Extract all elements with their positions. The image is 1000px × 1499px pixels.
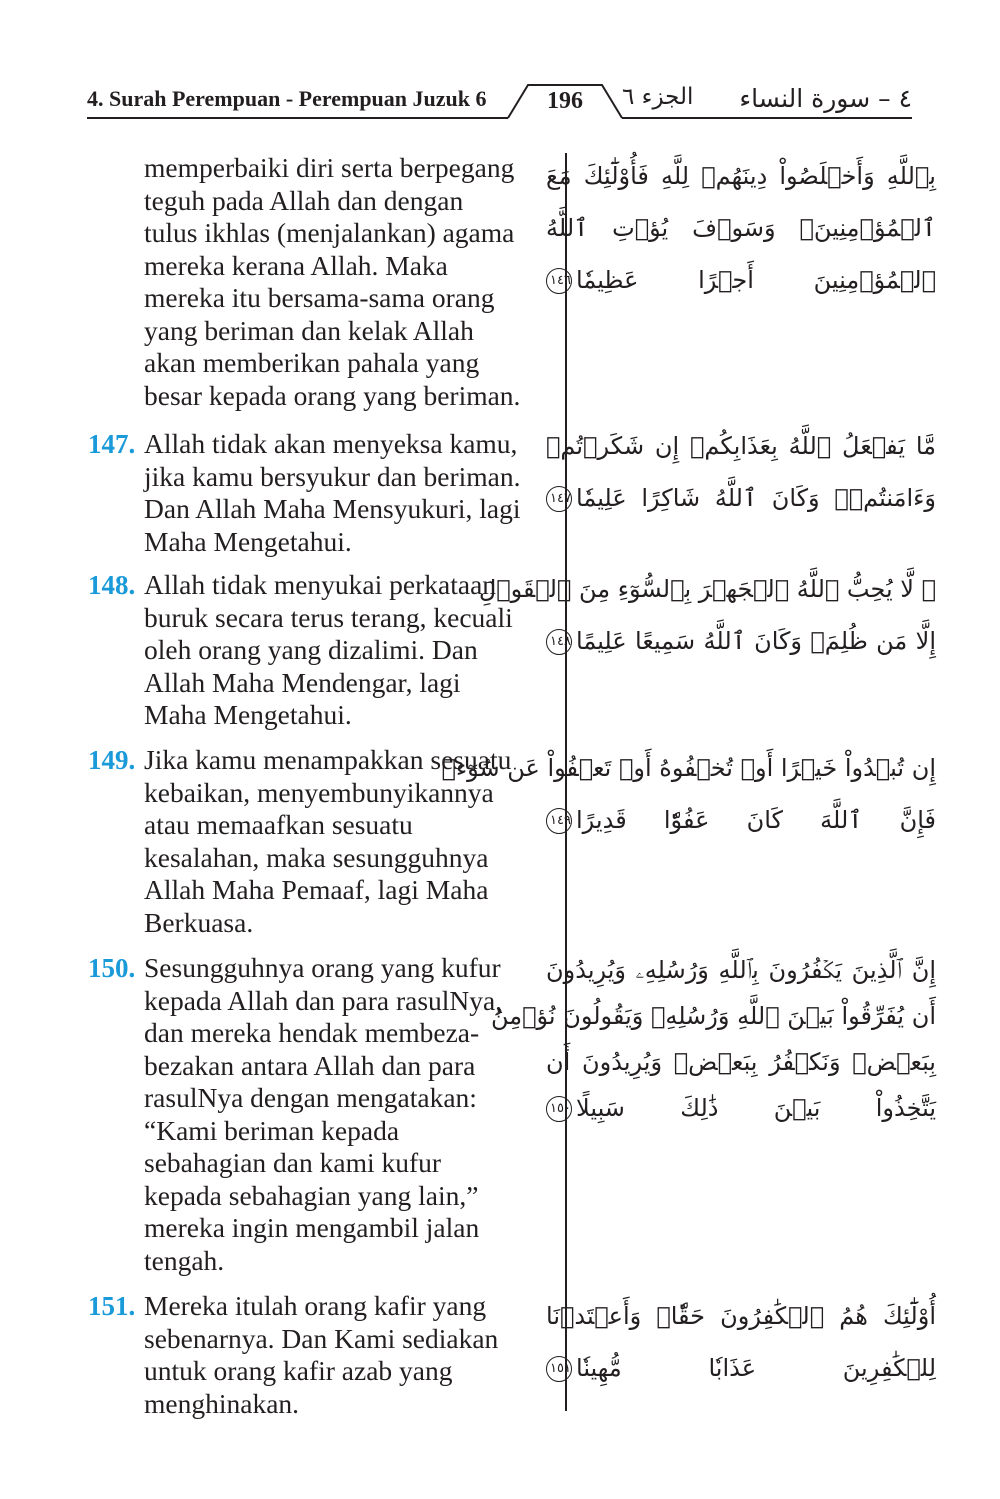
arabic-block-147 [546, 420, 936, 524]
translation-line: besar kepada orang yang beriman. [144, 379, 521, 411]
translation-block-150 [88, 952, 558, 1277]
translation-block-146 [88, 152, 558, 412]
translation-line: tengah. [144, 1244, 225, 1276]
translation-line: menghinakan. [144, 1387, 300, 1419]
translation-line: Allah Maha Pemaaf, lagi Maha [144, 874, 489, 905]
translation-line: Mereka itulah orang kafir yang [144, 1290, 487, 1321]
translation-line: Maha Mengetahui. [144, 699, 352, 730]
translation-line: Allah tidak akan menyeksa kamu, [144, 428, 518, 459]
arabic-block-150 [490, 947, 936, 1131]
translation-line: oleh orang yang dizalimi. Dan [144, 634, 478, 665]
arabic-line: ٱلۡمُؤۡمِنِينَۖ وَسَوۡفَ يُؤۡتِ ٱللَّهُ [546, 214, 936, 242]
page-number: 196 [547, 88, 583, 114]
verse-number: 151. [88, 1291, 136, 1321]
translation-line: tulus ikhlas (menjalankan) agama [144, 217, 515, 248]
translation-line: buruk secara terus terang, kecuali [144, 601, 513, 633]
translation-line: dan mereka hendak membeza- [144, 1017, 480, 1048]
translation-line: bezakan antara Allah dan para [144, 1049, 476, 1081]
translation-block-151 [88, 1290, 558, 1420]
arabic-block-151 [546, 1290, 936, 1394]
arabic-line: ۞ لَّا يُحِبُّ ٱللَّهُ ٱلۡجَهۡرَ بِٱلسُّوٓءِ مِنَ ٱلۡقَوۡلِ [478, 575, 936, 603]
verse-number: 147. [88, 429, 136, 459]
arabic-line: بِٱللَّهِ وَأَخۡلَصُواْ دِينَهُمۡ لِلَّهِ فَأُوْلَٰٓئِكَ مَعَ [546, 162, 936, 190]
verse-end-marker: ١٥٠ [546, 1096, 572, 1122]
arabic-line: فَإِنَّ ٱللَّهَ كَانَ عَفُوّٗا قَدِيرًا١٤٩ [546, 794, 936, 846]
arabic-line: ٱلۡمُؤۡمِنِينَ أَجۡرًا عَظِيمٗا١٤٦ [546, 254, 936, 306]
translation-line: “Kami beriman kepada [144, 1114, 400, 1146]
translation-block-147 [88, 428, 558, 558]
translation-line: jika kamu bersyukur dan beriman. [144, 460, 521, 492]
translation-line: kepada sebahagian yang lain,” [144, 1179, 479, 1211]
arabic-line: بِبَعۡضٖ وَنَكۡفُرُ بِبَعۡضٖ وَيُرِيدُونَ أَن [546, 1048, 936, 1076]
translation-line: kepada Allah dan para rasulNya, [144, 984, 503, 1016]
translation-line: sebenarnya. Dan Kami sediakan [144, 1322, 499, 1354]
translation-line: kebaikan, menyembunyikannya [144, 776, 494, 808]
verse-number: 150. [88, 953, 136, 983]
translation-line: mereka ingin mengambil jalan [144, 1212, 480, 1243]
verse-end-marker: ١٤٧ [546, 486, 572, 512]
verse-end-marker: ١٤٦ [546, 268, 572, 294]
translation-line: Allah Maha Mendengar, lagi [144, 666, 461, 698]
arabic-line: إِنَّ ٱلَّذِينَ يَكۡفُرُونَ بِٱللَّهِ وَرُسُلِهِۦ وَيُرِيدُونَ [546, 956, 936, 984]
translation-line: yang beriman dan kelak Allah [144, 314, 474, 346]
translation-line: rasulNya dengan mengatakan: [144, 1082, 477, 1113]
translation-line: Berkuasa. [144, 906, 254, 938]
arabic-line: وَءَامَنتُمۡۚ وَكَانَ ٱللَّهُ شَاكِرًا عَلِيمٗا١٤٧ [546, 472, 936, 524]
translation-line: Maha Mengetahui. [144, 525, 352, 557]
translation-line: teguh pada Allah dan dengan [144, 184, 464, 216]
arabic-line: أُوْلَٰٓئِكَ هُمُ ٱلۡكَٰفِرُونَ حَقّٗاۚ وَأَعۡتَدۡنَا [546, 1302, 936, 1330]
translation-line: Dan Allah Maha Mensyukuri, lagi [144, 493, 521, 524]
translation-line: kesalahan, maka sesungguhnya [144, 841, 489, 873]
arabic-block-146 [546, 150, 936, 306]
translation-line: untuk orang kafir azab yang [144, 1355, 453, 1386]
arabic-line: مَّا يَفۡعَلُ ٱللَّهُ بِعَذَابِكُمۡ إِن شَكَرۡتُمۡ [546, 432, 936, 460]
verse-end-marker: ١٥١ [546, 1356, 572, 1382]
arabic-line: إِلَّا مَن ظُلِمَۚ وَكَانَ ٱللَّهُ سَمِيعًا عَلِيمًا١٤٨ [546, 615, 936, 667]
translation-line: memperbaiki diri serta berpegang [144, 152, 515, 183]
verse-end-marker: ١٤٩ [546, 808, 572, 834]
translation-line: Sesungguhnya orang yang kufur [144, 952, 501, 983]
translation-line: atau memaafkan sesuatu [144, 809, 413, 840]
verse-number: 149. [88, 745, 136, 775]
translation-line: sebahagian dan kami kufur [144, 1147, 442, 1178]
translation-line: Jika kamu menampakkan sesuatu [144, 744, 512, 775]
translation-line: akan memberikan pahala yang [144, 347, 480, 378]
arabic-line: إِن تُبۡدُواْ خَيۡرًا أَوۡ تُخۡفُوهُ أَوۡ تَعۡفُواْ عَن سُوٓءٖ [441, 754, 936, 782]
translation-line: mereka itu bersama-sama orang [144, 282, 495, 313]
arabic-block-149 [441, 742, 936, 846]
juz-label-arabic: الجزء ٦ [622, 84, 694, 110]
running-header-title: 4. Surah Perempuan - Perempuan Juzuk 6 [87, 86, 487, 111]
verse-number: 148. [88, 570, 136, 600]
translation-line: Allah tidak menyukai perkataan [144, 569, 497, 600]
arabic-block-148 [478, 563, 936, 667]
verse-end-marker: ١٤٨ [546, 629, 572, 655]
arabic-line: أَن يُفَرِّقُواْ بَيۡنَ ٱللَّهِ وَرُسُلِهِۦ وَيَقُولُونَ نُؤۡمِنُ [490, 1002, 936, 1030]
surah-label-arabic: ٤ – سورة النساء [739, 84, 912, 113]
arabic-line: لِلۡكَٰفِرِينَ عَذَابٗا مُّهِينٗا١٥١ [546, 1342, 936, 1394]
translation-line: mereka kerana Allah. Maka [144, 249, 448, 281]
arabic-line: يَتَّخِذُواْ بَيۡنَ ذَٰلِكَ سَبِيلًا١٥٠ [546, 1085, 936, 1131]
